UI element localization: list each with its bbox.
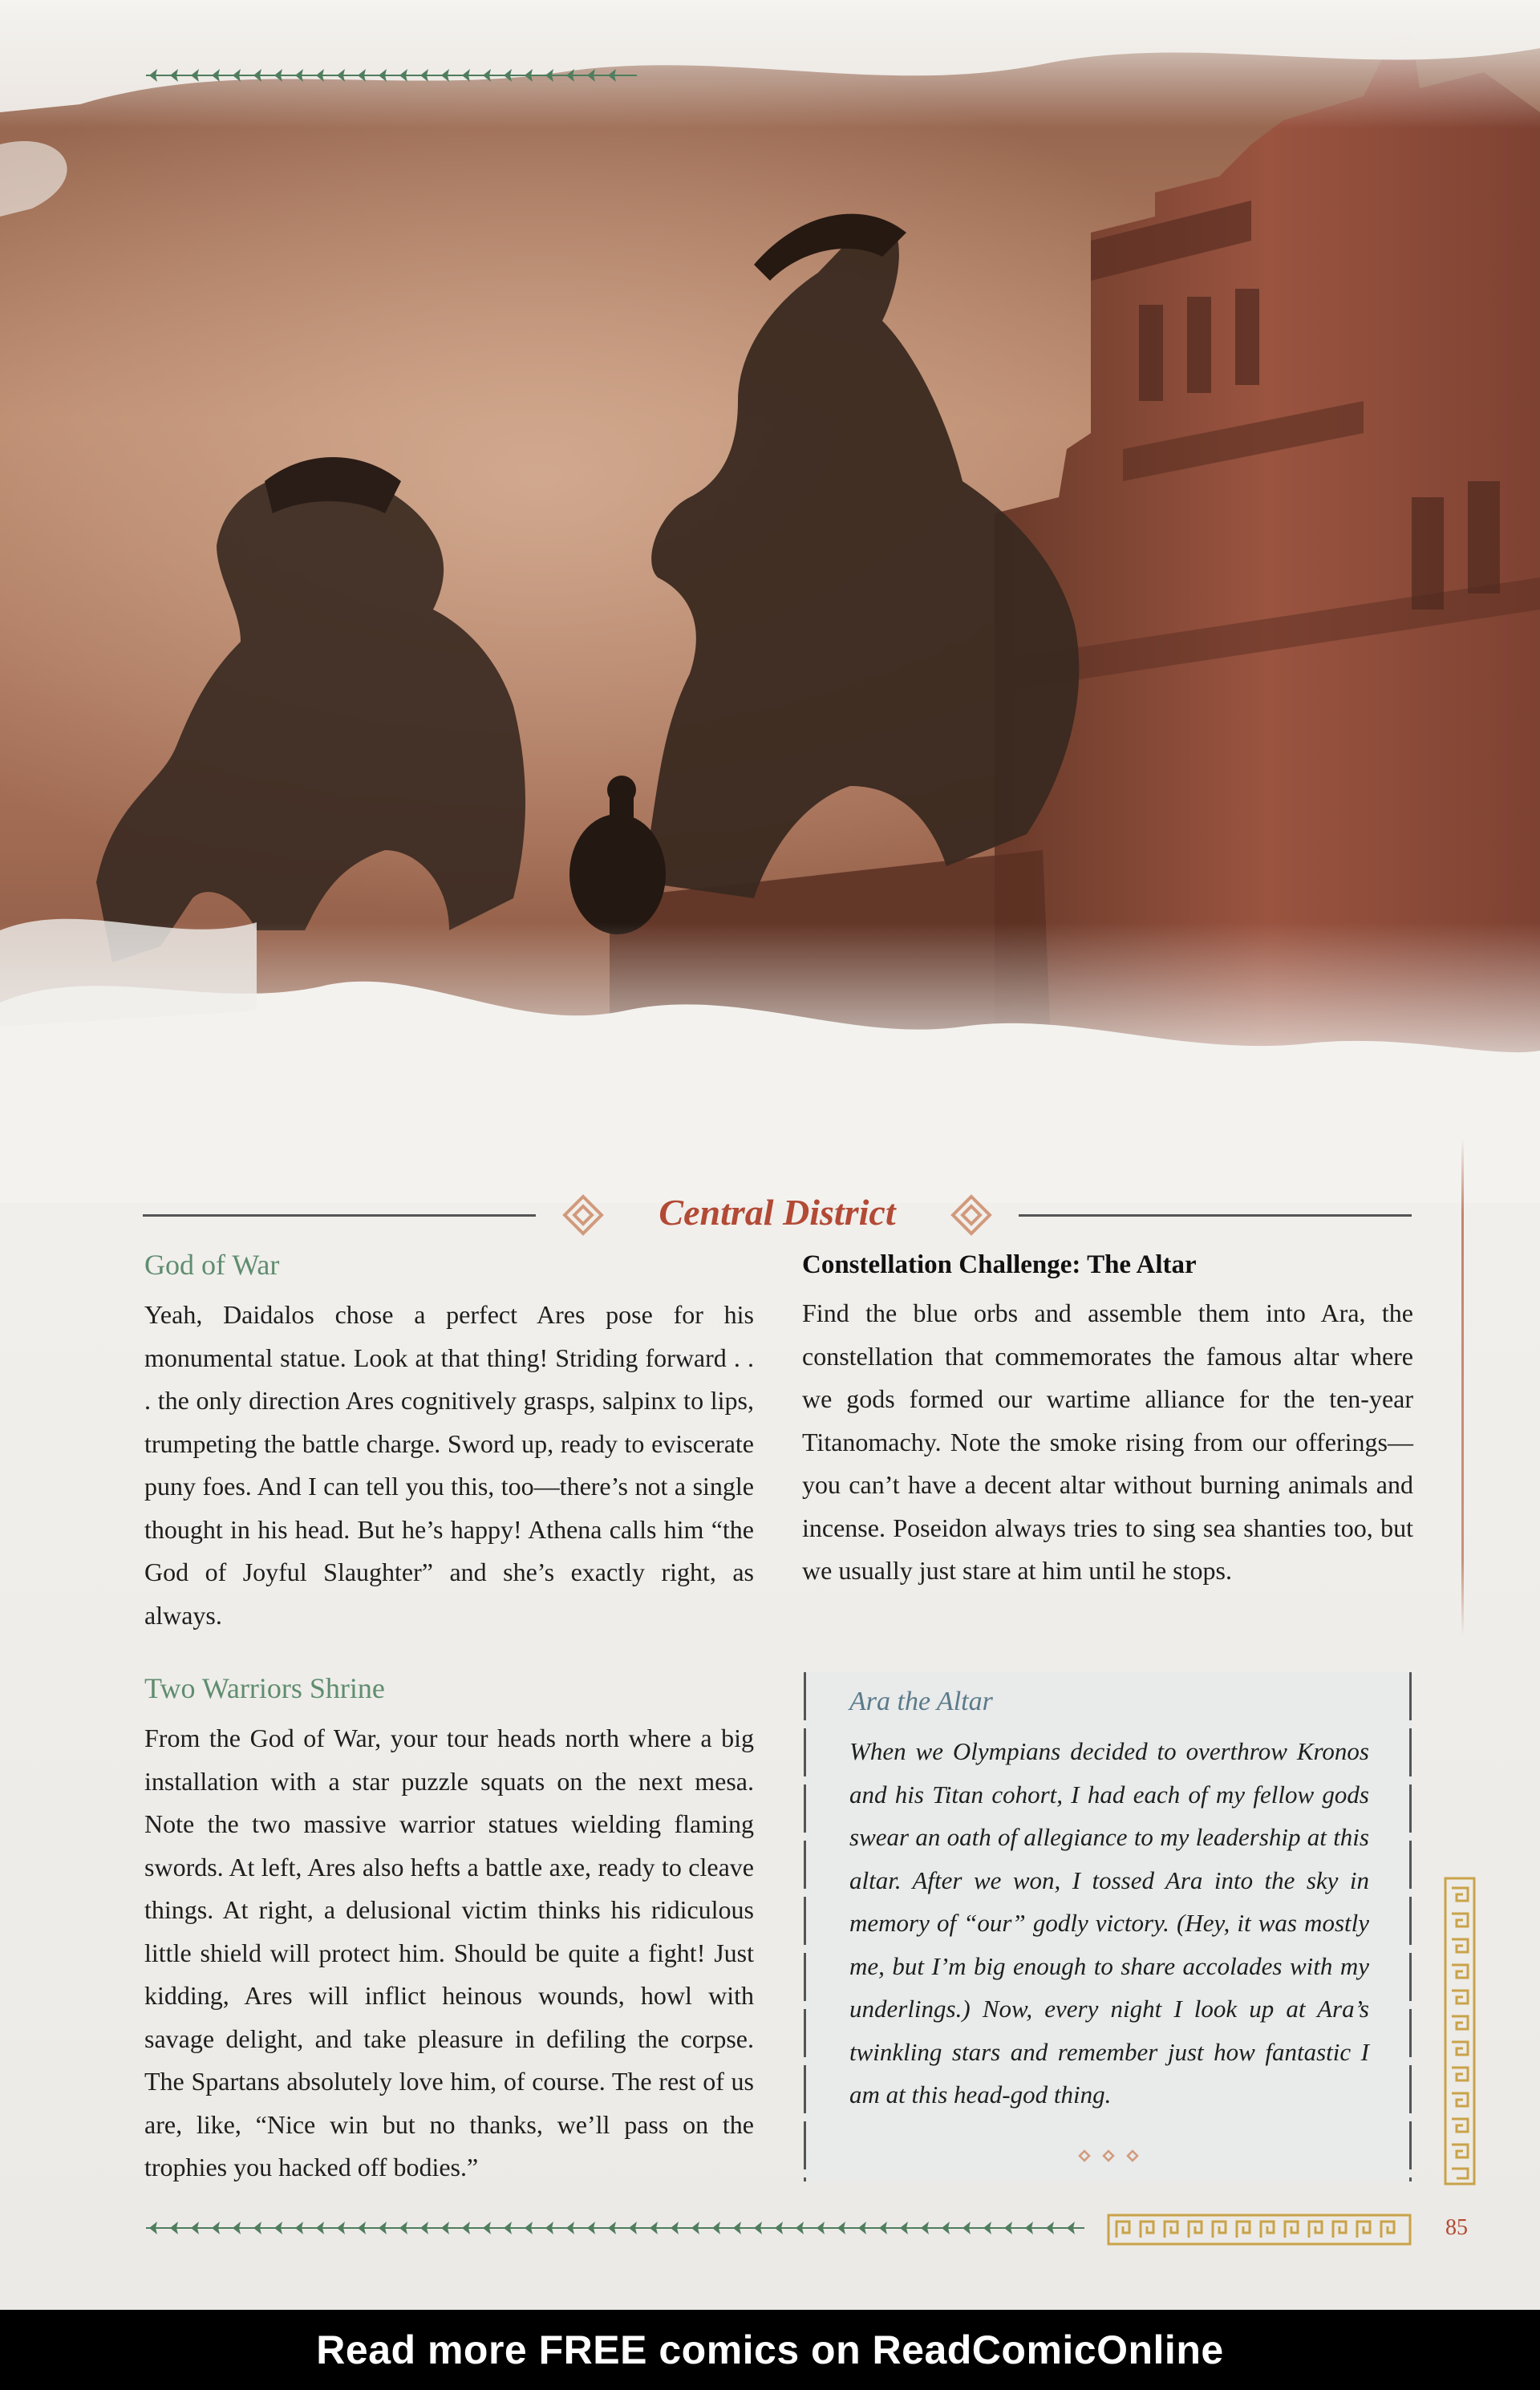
constellation-heading: Constellation Challenge: The Altar bbox=[802, 1250, 1197, 1279]
footer-banner[interactable] bbox=[0, 2310, 1540, 2390]
sidebar-border-right bbox=[1409, 1672, 1412, 2181]
god-of-war-paragraph: Yeah, Daidalos chose a perfect Ares pose for his monumental statue. Look at that thing! Striding forward . . . the only direction Ares cognitively grasps, salpinx to lips, trumpeting the battle charge. Sword up, ready to eviscerate puny foes. And I can tell you this, too—there’s not a single thought in his head. But he’s happy! Athena calls him “the God of Joyful Slaughter” and she’s exactly right, as always. bbox=[144, 1300, 754, 1630]
laurel-border-bottom bbox=[146, 2218, 1084, 2238]
header-rule-right bbox=[1019, 1214, 1412, 1217]
two-warriors-heading: Two Warriors Shrine bbox=[144, 1672, 385, 1704]
god-of-war-heading: God of War bbox=[144, 1249, 280, 1281]
left-column bbox=[144, 1247, 754, 2189]
right-column bbox=[802, 1247, 1413, 1593]
laurel-vine-icon bbox=[146, 66, 637, 85]
footer-banner-text: Read more FREE comics on ReadComicOnline bbox=[316, 2327, 1224, 2372]
greek-key-vertical-icon bbox=[1444, 1877, 1476, 2185]
page-number: 85 bbox=[1445, 2215, 1468, 2240]
two-warriors-paragraph: From the God of War, your tour heads north where a big installation with a star puzzle squats on the next mesa. Note the two massive warrior statues wielding flaming swords. At left, Ares also hefts a battle axe, ready to cleave things. At right, a delusional victim thinks his ridiculous little shield will protect him. Should be quite a fight! Just kidding, Ares will inflict heinous wounds, howl with savage delight, and take pleasure in defiling the corpse. The Spartans absolutely love him, of course. The rest of us are, like, “Nice win but no thanks, we’ll pass on the trophies you hacked off bodies.” bbox=[144, 1724, 754, 2181]
section-title: Central District bbox=[659, 1192, 896, 1233]
sidebar-title: Ara the Altar bbox=[849, 1687, 993, 1716]
greek-key-horizontal-icon bbox=[1107, 2214, 1412, 2246]
constellation-paragraph: Find the blue orbs and assemble them into Ara, the constellation that commemorates the famous altar where we gods formed our wartime alliance for the ten-year Titanomachy. Note the smoke rising from our offerings—you can’t have a decent altar without burning animals and incense. Poseidon always tries to sing sea shanties too, but we usually just stare at him until he stops. bbox=[802, 1298, 1413, 1585]
side-rule bbox=[1461, 1139, 1464, 1636]
section-header bbox=[143, 1187, 1412, 1243]
sidebar-text: When we Olympians decided to overthrow Kronos and his Titan cohort, I had each of my fellow gods swear an oath of allegiance to my leadership at this altar. After we won, I tossed Ara into the sky in memory of “our” godly victory. (Hey, it was mostly me, but I’m big enough to share accolades with my underlings.) Now, every night I look up at Ara’s twinkling stars and remember just how fantastic I am at this head-god thing. bbox=[849, 1737, 1369, 2108]
knot-ornament-icon bbox=[950, 1193, 993, 1237]
laurel-vine-icon bbox=[146, 2218, 1084, 2238]
ara-sidebar bbox=[804, 1672, 1412, 2181]
sidebar-border-left bbox=[804, 1672, 806, 2181]
laurel-border-top bbox=[146, 66, 637, 85]
diamond-ornament-icon bbox=[1076, 2148, 1141, 2164]
